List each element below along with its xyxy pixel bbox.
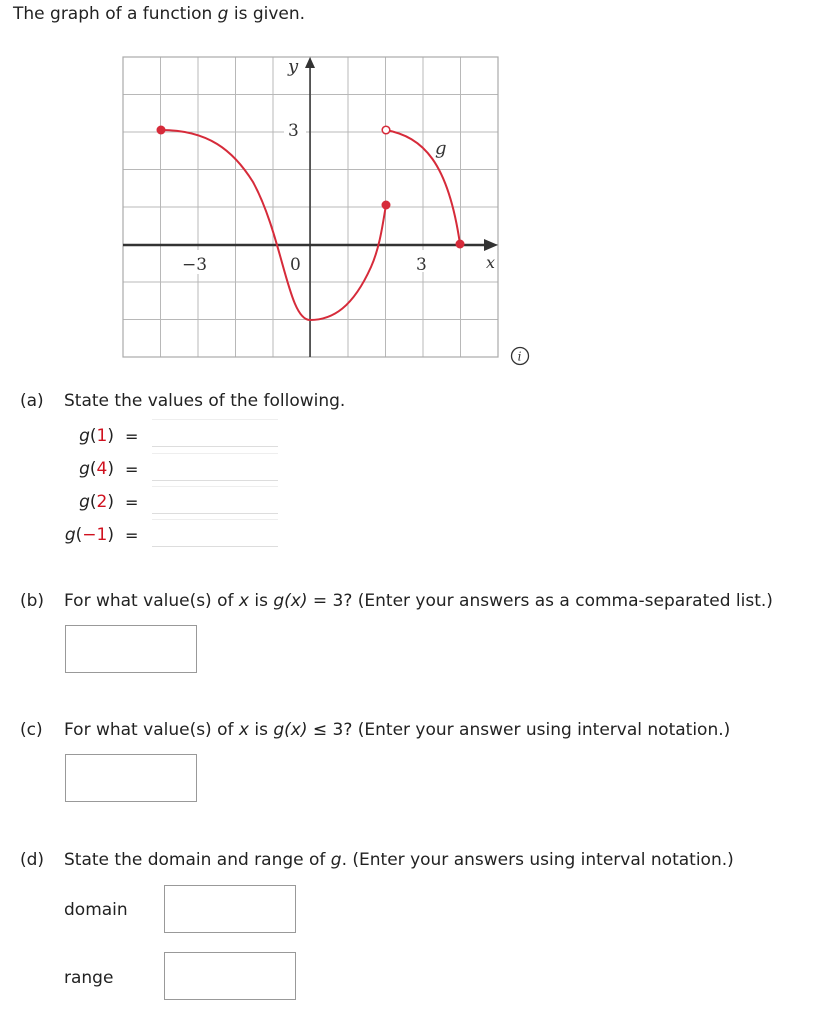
equals-sign: =	[125, 526, 139, 545]
label-g-2: g(2)	[79, 492, 114, 512]
input-g-2[interactable]	[152, 486, 278, 514]
tick-label-x-3: 3	[416, 255, 427, 275]
x-axis-arrow	[484, 239, 498, 251]
part-a-prompt: (a) State the values of the following.	[20, 391, 346, 411]
domain-label: domain	[64, 900, 128, 920]
equals-sign: =	[125, 493, 139, 512]
point-x2-open	[382, 126, 390, 134]
endpoint-left-filled	[157, 126, 166, 135]
range-label: range	[64, 968, 114, 988]
curve-label-g: g	[435, 138, 447, 159]
y-axis-label: y	[288, 56, 299, 77]
label-g-1: g(1)	[79, 426, 114, 446]
y-axis-arrow	[305, 57, 315, 68]
part-c-prompt: (c) For what value(s) of x is g(x) ≤ 3? (Enter your answer using interval notation.)	[20, 720, 731, 740]
part-c-answer-input[interactable]	[65, 754, 197, 802]
x-axis-label: x	[486, 253, 496, 272]
tick-label-x-0: 0	[290, 255, 301, 275]
tick-label-x-neg3: −3	[182, 255, 208, 275]
label-g-neg1: g(−1)	[64, 525, 114, 545]
input-g-neg1[interactable]	[152, 519, 278, 547]
label-g-4: g(4)	[79, 459, 114, 479]
endpoint-right-filled	[456, 240, 465, 249]
intro-text: The graph of a function g is given.	[13, 4, 306, 24]
input-g-4[interactable]	[152, 453, 278, 481]
svg-text:i: i	[517, 349, 522, 364]
point-x2-filled	[382, 201, 391, 210]
part-b-prompt: (b) For what value(s) of x is g(x) = 3? (Enter your answers as a comma-separated list.)	[20, 591, 773, 611]
function-graph	[118, 52, 508, 362]
info-icon[interactable]	[510, 346, 530, 366]
domain-input[interactable]	[164, 885, 296, 933]
part-b-answer-input[interactable]	[65, 625, 197, 673]
part-d-prompt: (d) State the domain and range of g. (Enter your answers using interval notation.)	[20, 850, 734, 870]
input-g-1[interactable]	[152, 419, 278, 447]
equals-sign: =	[125, 460, 139, 479]
tick-label-y-3: 3	[288, 121, 299, 141]
range-input[interactable]	[164, 952, 296, 1000]
equals-sign: =	[125, 427, 139, 446]
